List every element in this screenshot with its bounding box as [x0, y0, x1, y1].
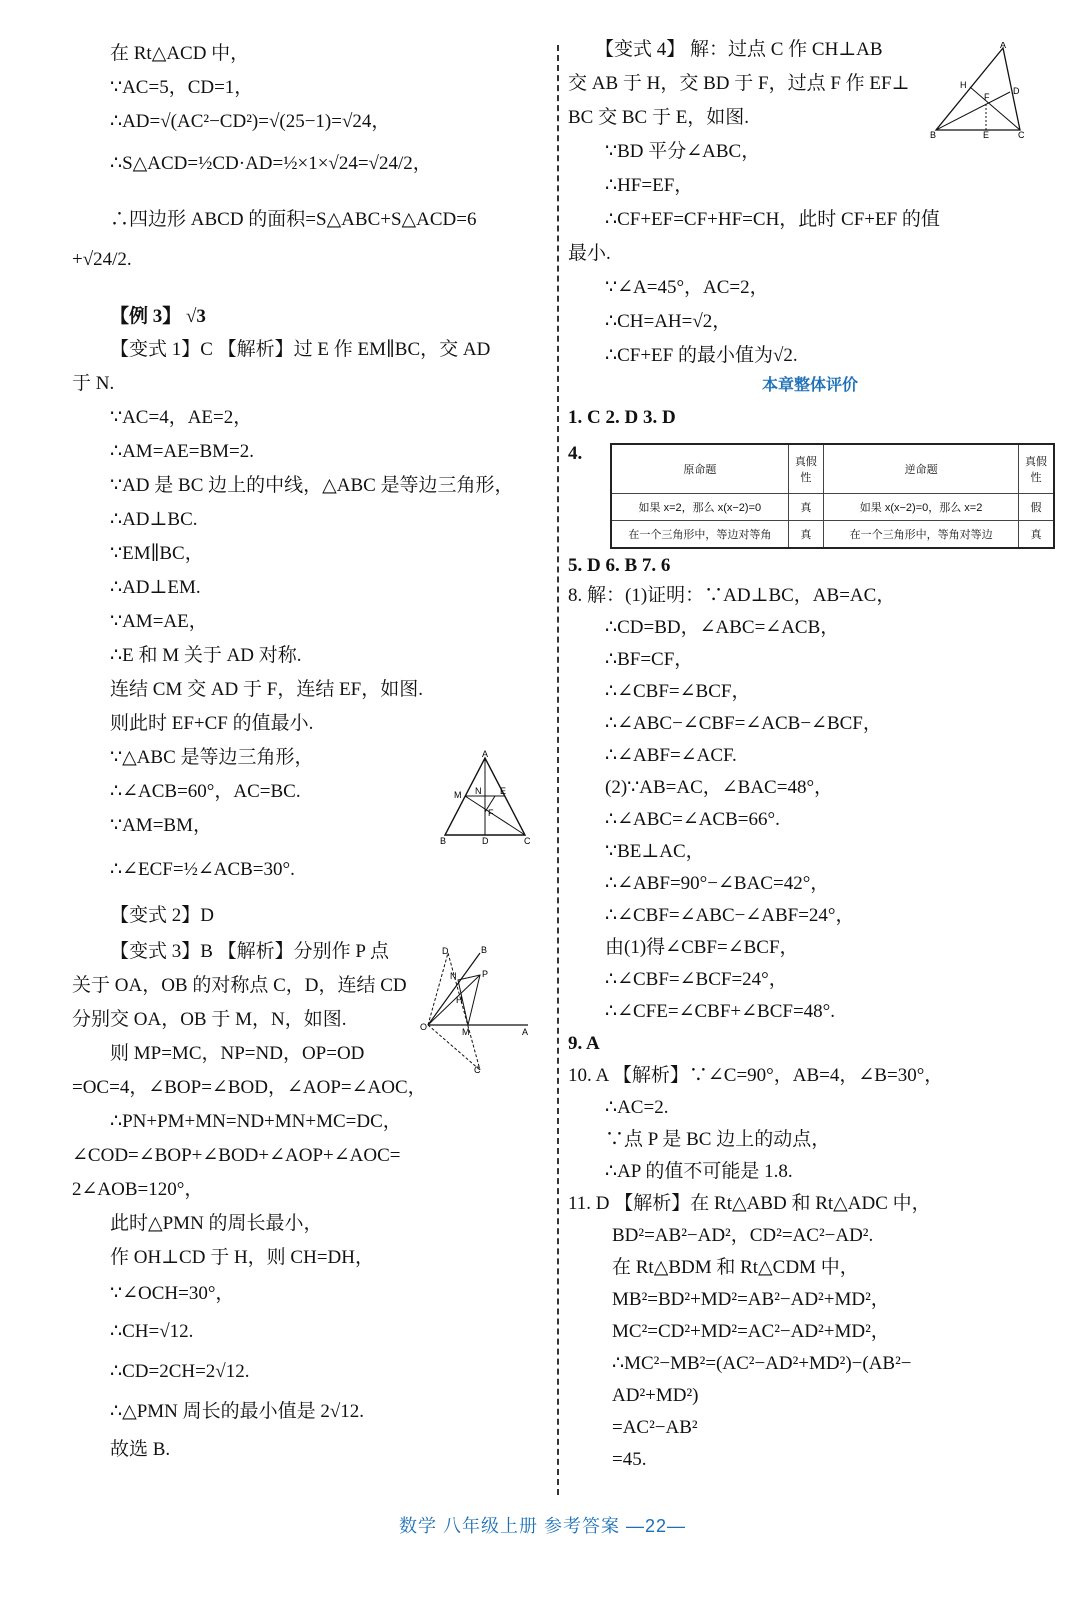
table-cell: 在一个三角形中，等角对等边	[824, 521, 1019, 549]
text-line: ∴S△ACD=½CD·AD=½×1×√24=√24/2，	[110, 153, 432, 174]
text-line: 则此时 EF+CF 的值最小.	[110, 713, 314, 734]
text-line: 2∠AOB=120°，	[72, 1179, 204, 1200]
table-header: 真假性	[788, 444, 823, 494]
figure-triangle-1	[440, 750, 535, 845]
text-line: ∵BD 平分∠ABC，	[605, 141, 761, 162]
text-line: ∵EM∥BC，	[110, 543, 204, 564]
text-line: ∴BF=CF，	[605, 649, 694, 670]
text-line: ∴CF+EF 的最小值为√2.	[605, 345, 798, 366]
text-line: (2)∵AB=AC，∠BAC=48°，	[605, 777, 834, 798]
table-cell: 真	[788, 494, 823, 521]
fig3-label: A	[1000, 42, 1007, 50]
text-line: ∵AC=5，CD=1，	[110, 77, 254, 98]
text-line: ∴∠ABC=∠ACB=66°.	[605, 809, 780, 830]
table-cell: 真	[788, 521, 823, 549]
text-line: ∠COD=∠BOP+∠BOD+∠AOP+∠AOC=	[72, 1145, 401, 1166]
text-line: ∵△ABC 是等边三角形，	[110, 747, 314, 768]
text-line: 【变式 1】C 【解析】过 E 作 EM∥BC，交 AD	[110, 339, 491, 360]
figure-angle-2	[418, 945, 538, 1075]
text-line: 9. A	[568, 1033, 600, 1054]
fig1-label: F	[488, 808, 494, 818]
text-line: MC²=CD²+MD²=AC²−AD²+MD²，	[612, 1321, 890, 1342]
text-line: ∴∠ACB=60°，AC=BC.	[110, 781, 301, 802]
text-line: MB²=BD²+MD²=AB²−AD²+MD²，	[612, 1289, 890, 1310]
fig3-label: D	[1013, 86, 1020, 96]
fig2-label: P	[482, 969, 489, 979]
section-title: 本章整体评价	[762, 377, 859, 394]
text-line: ∴AD⊥BC.	[110, 509, 198, 530]
table-cell: 如果 x(x−2)=0，那么 x=2	[824, 494, 1019, 521]
text-line: ∴AC=2.	[605, 1097, 669, 1118]
fig3-label: E	[983, 130, 990, 140]
text-line: 8. 解：(1)证明：∵AD⊥BC，AB=AC，	[568, 585, 896, 606]
text-line: ∴∠ABF=∠ACF.	[605, 745, 737, 766]
text-line: 分别交 OA，OB 于 M，N，如图.	[72, 1009, 347, 1030]
fig2-label: H	[456, 995, 463, 1005]
text-line: +√24/2.	[72, 249, 132, 270]
fig3-label: F	[984, 92, 990, 102]
table-header: 逆命题	[824, 444, 1019, 494]
fig2-label: D	[442, 946, 449, 956]
text-line: ∴MC²−MB²=(AC²−AD²+MD²)−(AB²−	[612, 1353, 912, 1374]
text-line: ∴HF=EF，	[605, 175, 694, 196]
text-line: 4.	[568, 443, 583, 464]
fig1-label: A	[482, 750, 489, 759]
text-line: 【变式 2】D	[110, 905, 214, 926]
text-line: ∵∠OCH=30°，	[110, 1283, 235, 1304]
fig2-label: B	[481, 945, 488, 955]
text-line: AD²+MD²)	[612, 1385, 699, 1406]
text-line: 则 MP=MC，NP=ND，OP=OD	[110, 1043, 365, 1064]
text-line: ∵BE⊥AC，	[605, 841, 705, 862]
text-line: ∴CH=AH=√2，	[605, 311, 732, 332]
text-line: ∴∠ABC−∠CBF=∠ACB−∠BCF，	[605, 713, 882, 734]
text-line: =OC=4，∠BOP=∠BOD，∠AOP=∠AOC，	[72, 1077, 427, 1098]
text-line: ∴CH=√12.	[110, 1321, 194, 1342]
text-line: 在 Rt△BDM 和 Rt△CDM 中，	[612, 1257, 859, 1278]
fig1-label: D	[482, 836, 489, 845]
fig1-label: N	[475, 786, 482, 796]
text-line: ∵AM=BM，	[110, 815, 212, 836]
text-line: ∴AD=√(AC²−CD²)=√(25−1)=√24，	[110, 111, 391, 132]
text-line: ∵AC=4，AE=2，	[110, 407, 253, 428]
text-line: ∴∠ECF=½∠ACB=30°.	[110, 859, 295, 880]
text-line: 作 OH⊥CD 于 H，则 CH=DH，	[110, 1247, 374, 1268]
text-line: ∴∠CFE=∠CBF+∠BCF=48°.	[605, 1001, 836, 1022]
fig2-label: N	[450, 971, 457, 981]
text-line: ∴E 和 M 关于 AD 对称.	[110, 645, 302, 666]
text-line: ∴CD=BD，∠ABC=∠ACB，	[605, 617, 840, 638]
text-line: =AC²−AB²	[612, 1417, 698, 1438]
text-line: ∵AM=AE，	[110, 611, 208, 632]
text-line: ∴CF+EF=CF+HF=CH，此时 CF+EF 的值	[605, 209, 940, 230]
text-line: 10. A 【解析】∵∠C=90°，AB=4，∠B=30°，	[568, 1065, 944, 1086]
table-cell: 真	[1019, 521, 1054, 549]
text-line: ∴AM=AE=BM=2.	[110, 441, 254, 462]
text-line: ∴∠ABF=90°−∠BAC=42°，	[605, 873, 830, 894]
fig3-label: C	[1018, 130, 1025, 140]
text-line: 最小.	[568, 243, 611, 264]
text-line: 【例 3】 √3	[110, 306, 206, 327]
truth-table	[610, 443, 1055, 549]
text-line: ∴∠CBF=∠BCF=24°，	[605, 969, 788, 990]
table-header: 原命题	[611, 444, 788, 494]
fig2-label: O	[420, 1022, 428, 1032]
figure-triangle-3	[928, 42, 1028, 142]
text-line: 连结 CM 交 AD 于 F，连结 EF，如图.	[110, 679, 423, 700]
text-line: ∴PN+PM+MN=ND+MN+MC=DC，	[110, 1111, 402, 1132]
fig3-label: B	[930, 130, 937, 140]
text-line: ∴∠CBF=∠ABC−∠ABF=24°，	[605, 905, 855, 926]
fig2-label: M	[462, 1027, 470, 1037]
fig3-label: H	[960, 80, 967, 90]
text-line: 【变式 4】 解：过点 C 作 CH⊥AB	[595, 39, 883, 60]
text-line: 交 AB 于 H，交 BD 于 F，过点 F 作 EF⊥	[568, 73, 910, 94]
table-header: 真假性	[1019, 444, 1054, 494]
table-cell: 如果 x=2，那么 x(x−2)=0	[611, 494, 788, 521]
text-line: ∴四边形 ABCD 的面积=S△ABC+S△ACD=6	[110, 209, 477, 230]
fig1-label: C	[524, 836, 531, 845]
table-row	[611, 521, 1054, 549]
text-line: ∴AD⊥EM.	[110, 577, 201, 598]
table-cell: 在一个三角形中，等边对等角	[611, 521, 788, 549]
text-line: =45.	[612, 1449, 647, 1470]
page-footer: 数学 八年级上册 参考答案 —22—	[398, 1516, 687, 1536]
text-line: 此时△PMN 的周长最小，	[110, 1213, 323, 1234]
text-line: ∴AP 的值不可能是 1.8.	[605, 1161, 793, 1182]
text-line: BC 交 BC 于 E，如图.	[568, 107, 750, 128]
text-line: 关于 OA，OB 的对称点 C，D，连结 CD	[72, 975, 407, 996]
text-line: 于 N.	[72, 373, 115, 394]
fig2-label: C	[474, 1065, 481, 1075]
column-divider	[557, 45, 559, 1495]
text-line: ∵点 P 是 BC 边上的动点，	[605, 1129, 831, 1150]
table-cell: 假	[1019, 494, 1054, 521]
text-line: 5. D 6. B 7. 6	[568, 555, 671, 576]
text-line: ∴CD=2CH=2√12.	[110, 1361, 250, 1382]
text-line: ∴△PMN 周长的最小值是 2√12.	[110, 1401, 365, 1422]
text-line: 【变式 3】B 【解析】分别作 P 点	[110, 941, 390, 962]
text-line: ∵AD 是 BC 边上的中线，△ABC 是等边三角形，	[110, 475, 514, 496]
fig1-label: M	[454, 790, 462, 800]
text-line: BD²=AB²−AD²，CD²=AC²−AD².	[612, 1225, 874, 1246]
table-row	[611, 494, 1054, 521]
text-line: 在 Rt△ACD 中，	[110, 43, 250, 64]
fig1-label: B	[440, 836, 447, 845]
text-line: 11. D 【解析】在 Rt△ABD 和 Rt△ADC 中，	[568, 1193, 931, 1214]
fig1-label: E	[500, 786, 507, 796]
text-line: 1. C 2. D 3. D	[568, 407, 676, 428]
fig2-label: A	[522, 1027, 529, 1037]
text-line: ∴∠CBF=∠BCF，	[605, 681, 751, 702]
text-line: 故选 B.	[110, 1439, 171, 1460]
text-line: ∵∠A=45°，AC=2，	[605, 277, 769, 298]
text-line: 由(1)得∠CBF=∠BCF，	[605, 937, 799, 958]
